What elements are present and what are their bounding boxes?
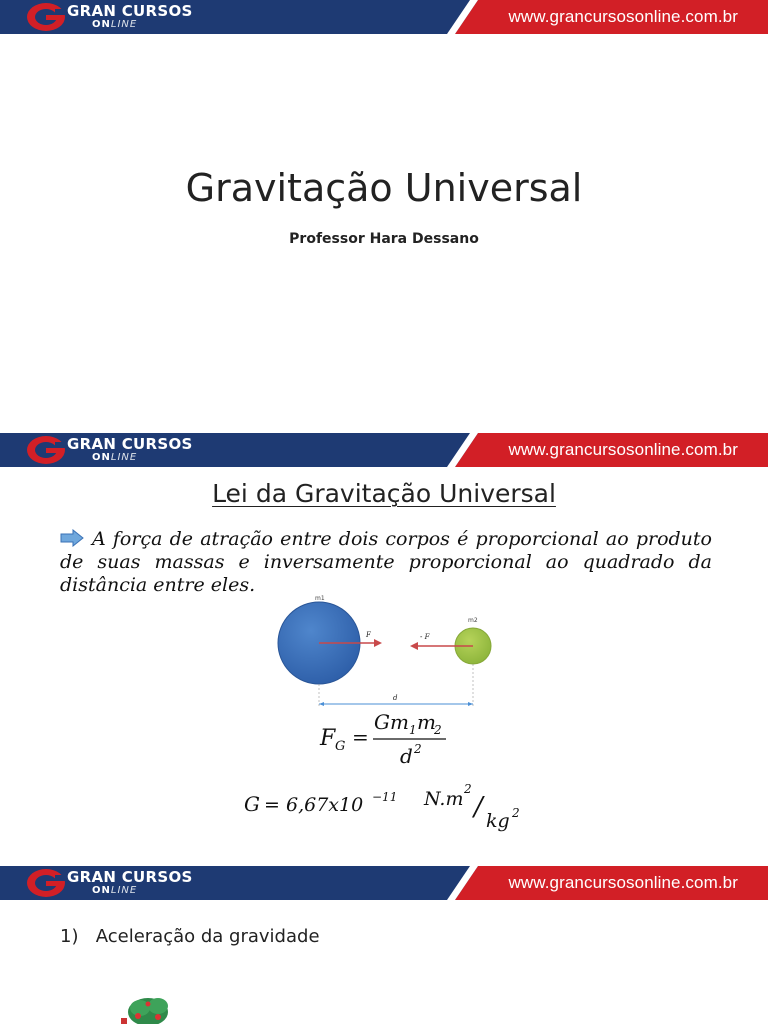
svg-text:2: 2 — [414, 742, 422, 756]
svg-text:1: 1 — [409, 723, 417, 737]
svg-text:=: = — [352, 725, 369, 749]
slide-title: Gravitação Universal — [185, 166, 583, 210]
gravitational-constant-formula — [244, 781, 544, 841]
header-bar — [0, 433, 768, 467]
header-bar — [0, 866, 768, 900]
force-formula — [318, 703, 478, 773]
svg-text:6,67x10: 6,67x10 — [286, 794, 364, 816]
svg-text:N.m: N.m — [424, 788, 464, 810]
svg-text:m: m — [417, 710, 436, 734]
mass-1-label: m1 — [315, 595, 325, 602]
gravitation-diagram — [270, 593, 500, 713]
svg-text:G: G — [335, 739, 346, 754]
brand-online: ONLINE — [92, 19, 138, 30]
list-item — [60, 926, 320, 947]
svg-text:−11: −11 — [372, 790, 398, 804]
list-item-number: 1) — [60, 926, 79, 947]
slide-1 — [0, 0, 768, 433]
bullet-arrow-icon — [60, 529, 84, 547]
svg-text:2: 2 — [434, 723, 442, 737]
distance-label: d — [393, 694, 398, 702]
brand-name: GRAN CURSOS — [67, 2, 193, 20]
site-url: www.grancursosonline.com.br — [508, 440, 738, 459]
site-url: www.grancursosonline.com.br — [508, 7, 738, 26]
svg-text:kg: kg — [486, 810, 510, 832]
tree-icon — [112, 992, 192, 1024]
svg-text:Gm: Gm — [374, 710, 409, 734]
svg-text:G: G — [244, 792, 260, 816]
site-url: www.grancursosonline.com.br — [508, 873, 738, 892]
slide-title: Lei da Gravitação Universal — [212, 479, 556, 508]
neg-force-label: - F — [420, 633, 430, 641]
force-label: F — [366, 631, 371, 639]
gran-logo-icon — [26, 868, 66, 898]
svg-text:2: 2 — [512, 806, 520, 820]
svg-text:d: d — [400, 744, 413, 768]
law-statement: A força de atração entre dois corpos é proporcional ao produto de suas massas e inversamente proporcional ao quadrado da distância entre eles. — [60, 528, 712, 596]
svg-text:F: F — [320, 726, 336, 751]
gran-logo-icon — [26, 2, 66, 32]
brand-name: GRAN CURSOS — [67, 435, 193, 453]
slide-3 — [0, 866, 768, 1024]
brand-online: ONLINE — [92, 885, 138, 896]
slide-subtitle: Professor Hara Dessano — [289, 231, 479, 247]
list-item-text: Aceleração da gravidade — [95, 926, 320, 947]
svg-text:=: = — [264, 794, 280, 816]
header-bar — [0, 0, 768, 34]
brand-online: ONLINE — [92, 452, 138, 463]
mass-2-label: m2 — [468, 617, 478, 624]
gran-logo-icon — [26, 435, 66, 465]
brand-name: GRAN CURSOS — [67, 868, 193, 886]
slide-2 — [0, 433, 768, 866]
svg-text:2: 2 — [464, 782, 472, 796]
svg-text:/: / — [474, 792, 483, 822]
